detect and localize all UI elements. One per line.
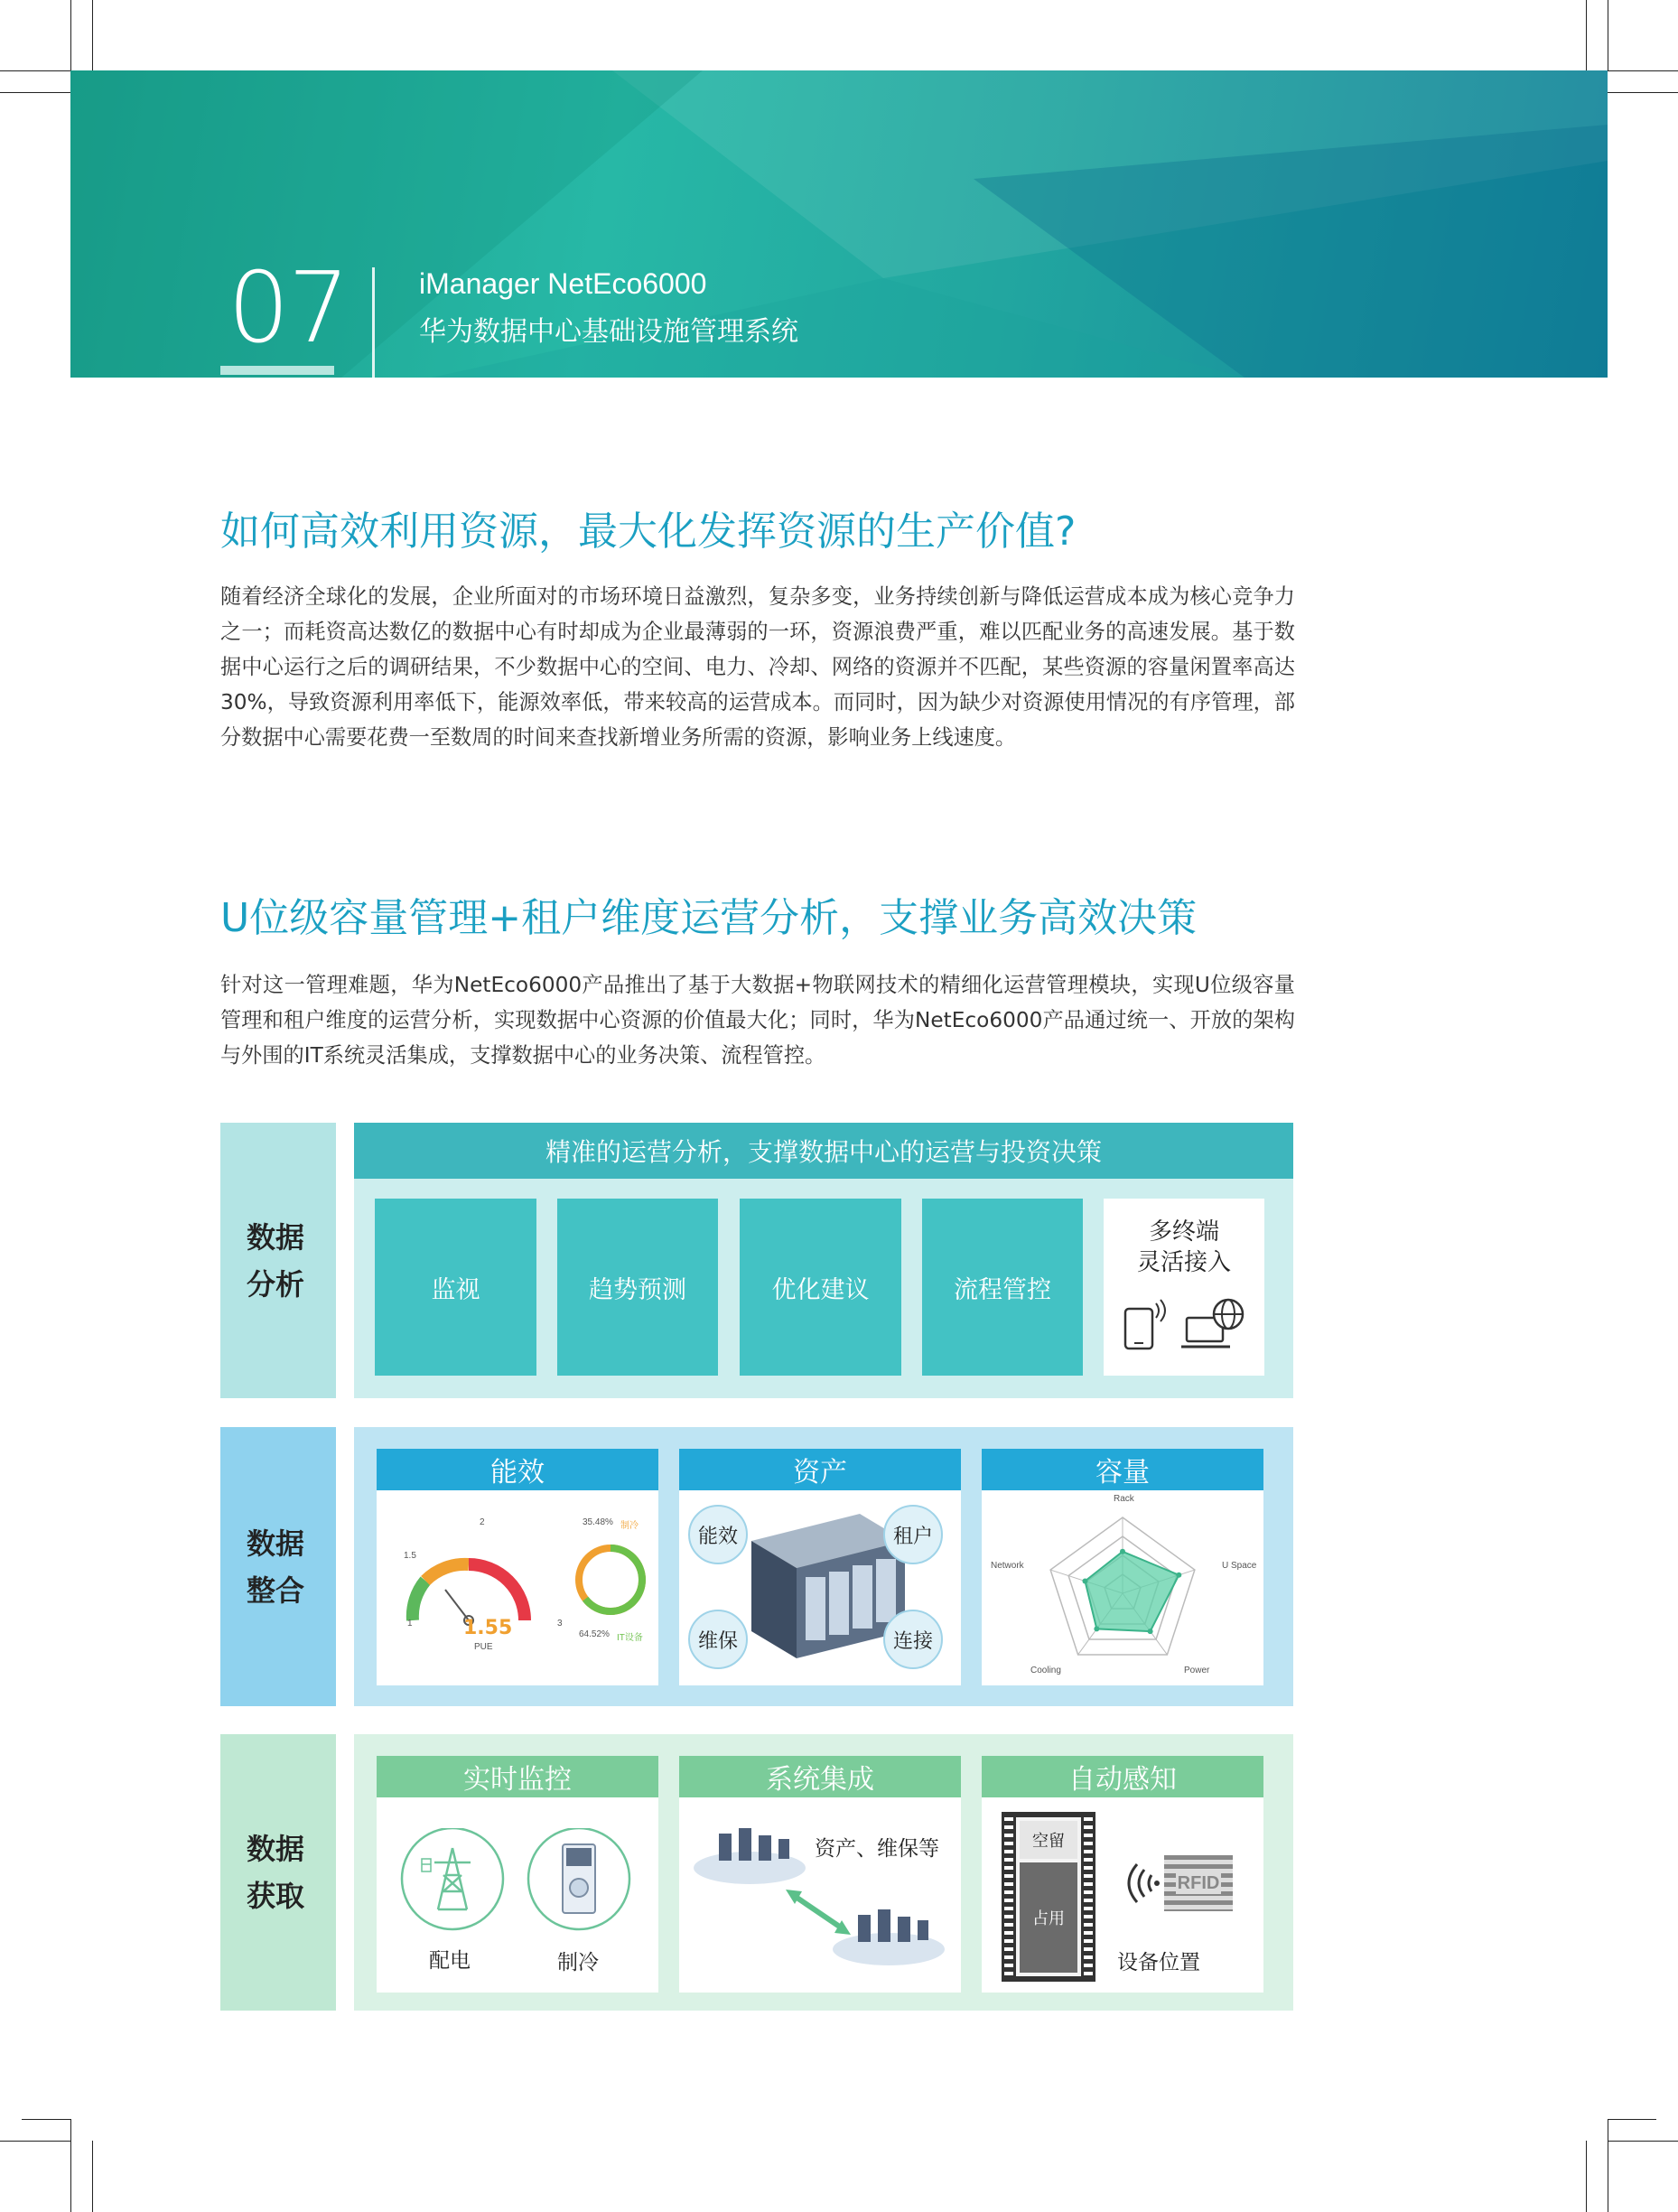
tile-monitoring: 监视: [375, 1199, 536, 1376]
rack-diagram: [1002, 1812, 1095, 1982]
rfid-label: RFID: [1177, 1872, 1220, 1893]
ring-top-value: 35.48%: [583, 1517, 613, 1527]
crop-mark: [1586, 0, 1587, 70]
chapter-underline: [220, 366, 334, 375]
bubble-tenant: [883, 1505, 943, 1564]
crop-mark: [70, 2119, 71, 2212]
row-label-acquisition: [220, 1734, 336, 2011]
radar-axis-power: Power: [1184, 1666, 1210, 1675]
crop-mark: [92, 2141, 93, 2212]
radar-axis-cooling: Cooling: [1030, 1666, 1061, 1675]
row-label-acquisition-line2: 获取: [247, 1879, 305, 1913]
bubble-connection-label: 连接: [892, 1629, 933, 1653]
bubble-maintenance-label: 维保: [697, 1629, 738, 1653]
bubble-energy: [688, 1505, 748, 1564]
section-heading-resources: 如何高效利用资源，最大化发挥资源的生产价值?: [220, 509, 1077, 555]
crop-mark: [1608, 92, 1678, 93]
row-label-acquisition-line1: 数据: [247, 1832, 305, 1866]
auto-sensing-card: [982, 1756, 1263, 1993]
terminal-line1: 多终端: [1148, 1218, 1219, 1246]
crop-mark: [0, 92, 70, 93]
assets-card: [679, 1449, 961, 1685]
monitoring-card: [377, 1756, 658, 1993]
bubble-energy-label: 能效: [697, 1525, 738, 1548]
crop-mark: [1608, 2119, 1656, 2120]
radar-axis-u-space: U Space: [1222, 1561, 1257, 1571]
tile-process-control: 流程管控: [922, 1199, 1083, 1376]
crop-mark: [1586, 2141, 1587, 2212]
radar-point: [1176, 1573, 1181, 1578]
ring-top-label: 制冷: [620, 1521, 639, 1531]
product-subtitle: 华为数据中心基础设施管理系统: [419, 316, 798, 348]
capacity-radar-chart: [1032, 1499, 1213, 1680]
assets-card-title: 资产: [679, 1449, 961, 1490]
capacity-card-title: 容量: [982, 1449, 1263, 1490]
radar-capacity-area: [1085, 1552, 1179, 1631]
bubble-tenant-label: 租户: [892, 1525, 933, 1548]
tile-trend-forecast: 趋势预测: [557, 1199, 718, 1376]
crop-mark: [0, 70, 70, 71]
row-label-integration-line2: 整合: [247, 1573, 305, 1608]
radar-axis-rack: Rack: [1114, 1494, 1134, 1504]
terminal-card: [1104, 1199, 1264, 1376]
monitoring-item-power: 配电: [429, 1949, 471, 1973]
sensing-caption: 设备位置: [1117, 1951, 1200, 1974]
radar-point: [1148, 1629, 1153, 1634]
radar-axis-network: Network: [991, 1561, 1024, 1571]
crop-mark: [0, 2141, 70, 2142]
terminal-line2: 灵活接入: [1136, 1249, 1231, 1276]
system-integration-card-title: 系统集成: [679, 1756, 961, 1797]
crop-mark: [1608, 70, 1678, 71]
ring-bottom-value: 64.52%: [579, 1629, 610, 1639]
radar-point: [1120, 1549, 1125, 1554]
gauge-tick-1: 1: [407, 1619, 413, 1629]
wireless-signal-icon: [1117, 1861, 1161, 1906]
crop-mark: [92, 0, 93, 70]
crop-mark: [22, 2119, 70, 2120]
tile-optimization: 优化建议: [740, 1199, 901, 1376]
rfid-tag-icon: [1164, 1855, 1233, 1911]
row-label-integration: [220, 1427, 336, 1706]
auto-sensing-card-title: 自动感知: [982, 1756, 1263, 1797]
cooling-it-ring: [570, 1539, 651, 1620]
row-label-integration-line1: 数据: [247, 1526, 305, 1561]
rack-used-label: 占用: [1032, 1909, 1065, 1928]
system-integration-caption: 资产、维保等: [815, 1837, 939, 1861]
pue-label: PUE: [474, 1642, 493, 1652]
capacity-card: [982, 1449, 1263, 1685]
analysis-header: 精准的运营分析，支撑数据中心的运营与投资决策: [354, 1123, 1293, 1179]
product-name: iManager NetEco6000: [419, 267, 707, 300]
ring-bottom-label: IT设备: [617, 1633, 643, 1643]
gauge-tick-3: 3: [557, 1619, 563, 1629]
row-label-analysis-line2: 分析: [247, 1266, 305, 1302]
radar-point: [1082, 1579, 1087, 1584]
section-heading-capacity: U位级容量管理+租户维度运营分析，支撑业务高效决策: [220, 895, 1198, 941]
crop-mark: [1608, 2141, 1678, 2142]
row-label-analysis: [220, 1123, 336, 1398]
bubble-maintenance: [688, 1610, 748, 1669]
section-paragraph-capacity: 针对这一管理难题，华为NetEco6000产品推出了基于大数据+物联网技术的精细化运营管理模块，实现U位级容量管理和租户维度的运营分析，实现数据中心资源的价值最大化；同时，华为NetEco6000产品通过统一、开放的架构与外围的IT系统灵活集成，支撑数据中心的业务决策、流程管控。: [220, 973, 1295, 1068]
energy-card-title: 能效: [377, 1449, 658, 1490]
crop-mark: [70, 0, 71, 70]
gauge-tick-2: 2: [480, 1517, 485, 1527]
rack-empty-label: 空留: [1032, 1832, 1065, 1851]
bubble-connection: [883, 1610, 943, 1669]
system-integration-card: [679, 1756, 961, 1993]
chapter-number: 07: [228, 252, 349, 365]
radar-point: [1094, 1626, 1099, 1631]
monitoring-card-title: 实时监控: [377, 1756, 658, 1797]
row-label-analysis-line1: 数据: [247, 1219, 305, 1255]
cooling-unit-icon: [525, 1828, 637, 1940]
banner-divider: [372, 267, 375, 378]
section-paragraph-resources: 随着经济全球化的发展，企业所面对的市场环境日益激烈，复杂多变，业务持续创新与降低运营成本成为核心竞争力之一；而耗资高达数亿的数据中心有时却成为企业最薄弱的一环，资源浪费严重，难以匹配业务的高速发展。基于数据中心运行之后的调研结果，不少数据中心的空间、电力、冷却、网络的资源并不匹配，某些资源的容量闲置率高达30%，导致资源利用率低下，能源效率低，带来较高的运营成本。而同时，因为缺少对资源使用情况的有序管理，部分数据中心需要花费一至数周的时间来查找新增业务所需的资源，影响业务上线速度。: [220, 584, 1295, 750]
laptop-globe-icon: [1181, 1296, 1254, 1359]
monitoring-item-cooling: 制冷: [557, 1951, 599, 1974]
power-tower-icon: [398, 1828, 510, 1940]
gauge-tick-1-5: 1.5: [404, 1551, 416, 1561]
pue-value: 1.55: [463, 1617, 513, 1639]
energy-card: [377, 1449, 658, 1685]
